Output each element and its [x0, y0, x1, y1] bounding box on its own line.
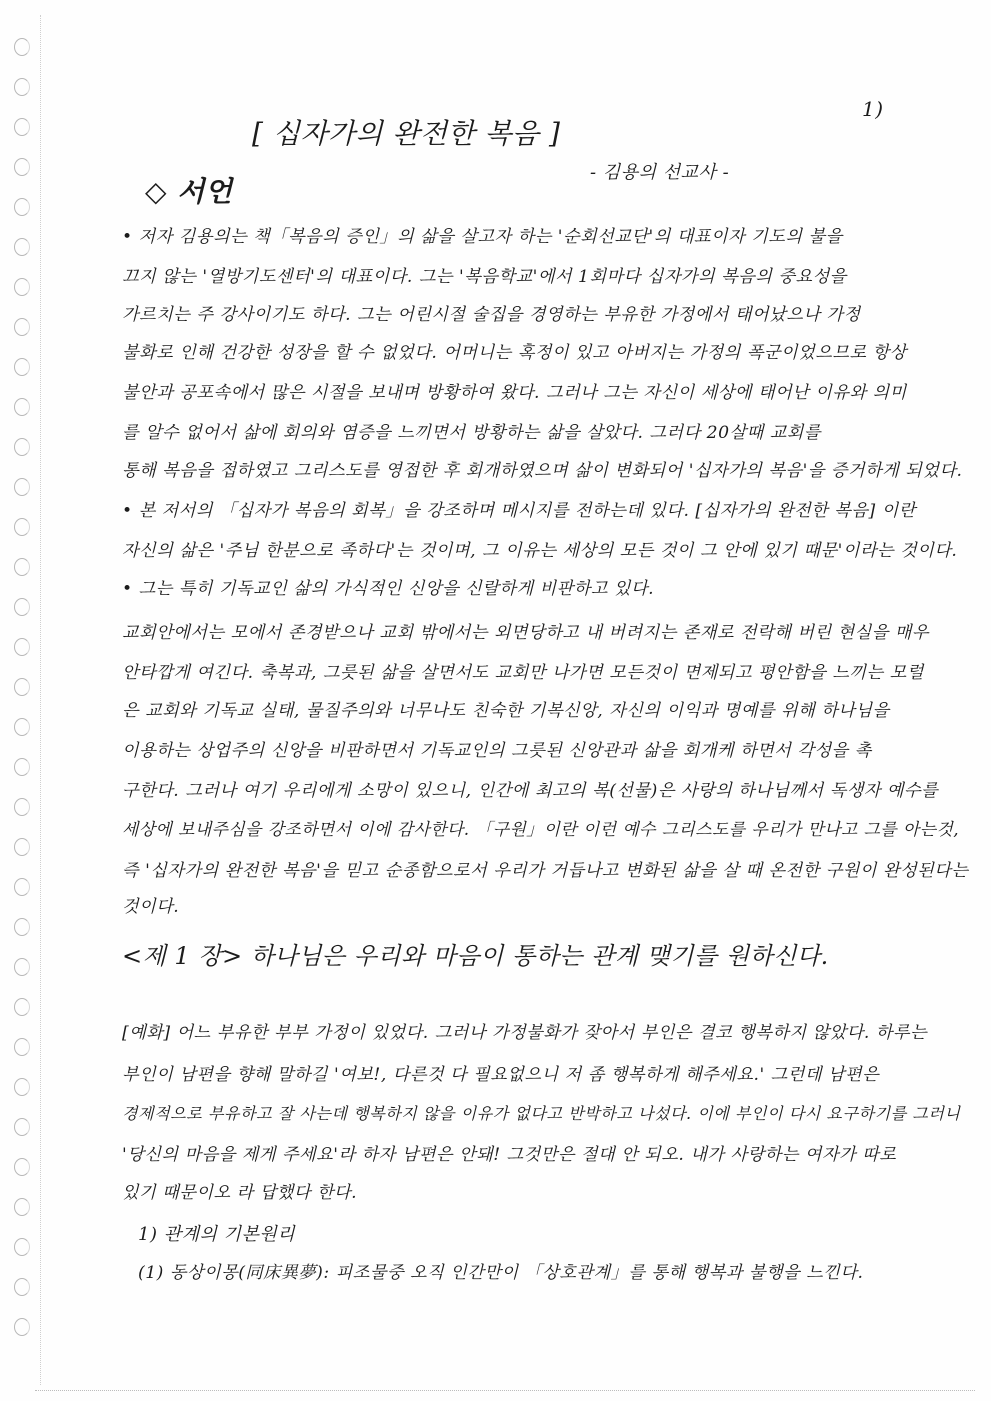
punch-hole-icon	[14, 358, 30, 376]
chapter-line: 있기 때문이오 라 답했다 한다.	[122, 1183, 358, 1203]
punch-hole-icon	[14, 1318, 30, 1336]
document-title: [ 십자가의 완전한 복음 ]	[252, 117, 561, 150]
chapter-line: '당신의 마음을 제게 주세요'라 하자 남편은 안돼! 그것만은 절대 안 되오. 내가 사랑하는 여자가 따로	[122, 1145, 897, 1165]
punch-hole-icon	[14, 278, 30, 296]
punch-hole-icon	[14, 398, 30, 416]
intro-line: 구한다. 그러나 여기 우리에게 소망이 있으니, 인간에 최고의 복(선물)은 사랑의 하나님께서 독생자 예수를	[122, 781, 939, 801]
intro-line: 것이다.	[122, 897, 180, 917]
punch-hole-icon	[14, 78, 30, 96]
intro-line: 통해 복음을 접하였고 그리스도를 영접한 후 회개하였으며 삶이 변화되어 '십자가의 복음'을 증거하게 되었다.	[122, 461, 963, 481]
intro-line: 를 알수 없어서 삶에 회의와 염증을 느끼면서 방황하는 삶을 살았다. 그러다 20살때 교회를	[122, 423, 822, 443]
intro-line: 세상에 보내주심을 강조하면서 이에 감사한다. 「구원」이란 이런 예수 그리스도를 우리가 만나고 그를 아는것,	[122, 819, 960, 839]
subheading-relationship-principle: 1) 관계의 기본원리	[138, 1224, 296, 1245]
intro-line: 즉 '십자가의 완전한 복음'을 믿고 순종함으로서 우리가 거듭나고 변화된 삶을 살 때 온전한 구원이 완성된다는	[122, 861, 969, 881]
intro-line: • 본 저서의 「십자가 복음의 회복」을 강조하며 메시지를 전하는데 있다. [십자가의 완전한 복음] 이란	[122, 501, 916, 521]
punch-hole-icon	[14, 158, 30, 176]
punch-hole-icon	[14, 518, 30, 536]
punch-hole-icon	[14, 318, 30, 336]
binder-holes	[14, 20, 36, 1390]
intro-heading: ◇ 서언	[145, 175, 233, 208]
chapter-line: [예화] 어느 부유한 부부 가정이 있었다. 그러나 가정불화가 잦아서 부인은 결코 행복하지 않았다. 하루는	[122, 1023, 928, 1043]
binder-margin-line	[40, 15, 42, 1385]
punch-hole-icon	[14, 438, 30, 456]
bottom-border-line	[35, 1390, 975, 1392]
punch-hole-icon	[14, 558, 30, 576]
author-line: - 김용의 선교사 -	[590, 162, 730, 183]
subheading-same-bed-different-dreams: (1) 동상이몽(同床異夢): 피조물중 오직 인간만이 「상호관계」를 통해 행복과 불행을 느낀다.	[138, 1263, 864, 1283]
intro-line: 가르치는 주 강사이기도 하다. 그는 어린시절 술집을 경영하는 부유한 가정에서 태어났으나 가정	[122, 305, 861, 325]
page-number: 1)	[862, 97, 884, 121]
punch-hole-icon	[14, 798, 30, 816]
chapter-heading: <제 1 장> 하나님은 우리와 마음이 통하는 관계 맺기를 원하신다.	[122, 942, 829, 970]
punch-hole-icon	[14, 598, 30, 616]
punch-hole-icon	[14, 958, 30, 976]
punch-hole-icon	[14, 198, 30, 216]
punch-hole-icon	[14, 38, 30, 56]
punch-hole-icon	[14, 678, 30, 696]
punch-hole-icon	[14, 758, 30, 776]
punch-hole-icon	[14, 878, 30, 896]
intro-line: • 저자 김용의는 책「복음의 증인」의 삶을 살고자 하는 '순회선교단'의 대표이자 기도의 불을	[122, 227, 843, 247]
intro-line: 끄지 않는 '열방기도센터'의 대표이다. 그는 '복음학교'에서 1회마다 십자가의 복음의 중요성을	[122, 267, 847, 287]
punch-hole-icon	[14, 1078, 30, 1096]
intro-line: • 그는 특히 기독교인 삶의 가식적인 신앙을 신랄하게 비판하고 있다.	[122, 579, 655, 599]
intro-line: 불안과 공포속에서 많은 시절을 보내며 방황하여 왔다. 그러나 그는 자신이 세상에 태어난 이유와 의미	[122, 383, 907, 403]
punch-hole-icon	[14, 118, 30, 136]
punch-hole-icon	[14, 1118, 30, 1136]
punch-hole-icon	[14, 478, 30, 496]
punch-hole-icon	[14, 1038, 30, 1056]
intro-line: 자신의 삶은 '주님 한분으로 족하다'는 것이며, 그 이유는 세상의 모든 것이 그 안에 있기 때문'이라는 것이다.	[122, 541, 958, 561]
punch-hole-icon	[14, 1158, 30, 1176]
punch-hole-icon	[14, 638, 30, 656]
intro-line: 불화로 인해 건강한 성장을 할 수 없었다. 어머니는 혹정이 있고 아버지는 가정의 폭군이었으므로 항상	[122, 343, 907, 363]
intro-line: 은 교회와 기독교 실태, 물질주의와 너무나도 친숙한 기복신앙, 자신의 이익과 명예를 위해 하나님을	[122, 701, 890, 721]
intro-line: 안타깝게 여긴다. 축복과, 그릇된 삶을 살면서도 교회만 나가면 모든것이 면제되고 평안함을 느끼는 모럴	[122, 663, 924, 683]
chapter-line: 부인이 남편을 향해 말하길 '여보!, 다른것 다 필요없으니 저 좀 행복하게 해주세요.' 그런데 남편은	[122, 1065, 880, 1085]
punch-hole-icon	[14, 918, 30, 936]
punch-hole-icon	[14, 1238, 30, 1256]
punch-hole-icon	[14, 238, 30, 256]
intro-line: 이용하는 상업주의 신앙을 비판하면서 기독교인의 그릇된 신앙관과 삶을 회개케 하면서 각성을 촉	[122, 741, 872, 761]
punch-hole-icon	[14, 1198, 30, 1216]
punch-hole-icon	[14, 838, 30, 856]
punch-hole-icon	[14, 718, 30, 736]
chapter-line: 경제적으로 부유하고 잘 사는데 행복하지 않을 이유가 없다고 반박하고 나섰다. 이에 부인이 다시 요구하기를 그러니	[122, 1104, 961, 1123]
punch-hole-icon	[14, 998, 30, 1016]
intro-line: 교회안에서는 모에서 존경받으나 교회 밖에서는 외면당하고 내 버려지는 존재로 전락해 버린 현실을 매우	[122, 623, 929, 643]
punch-hole-icon	[14, 1278, 30, 1296]
